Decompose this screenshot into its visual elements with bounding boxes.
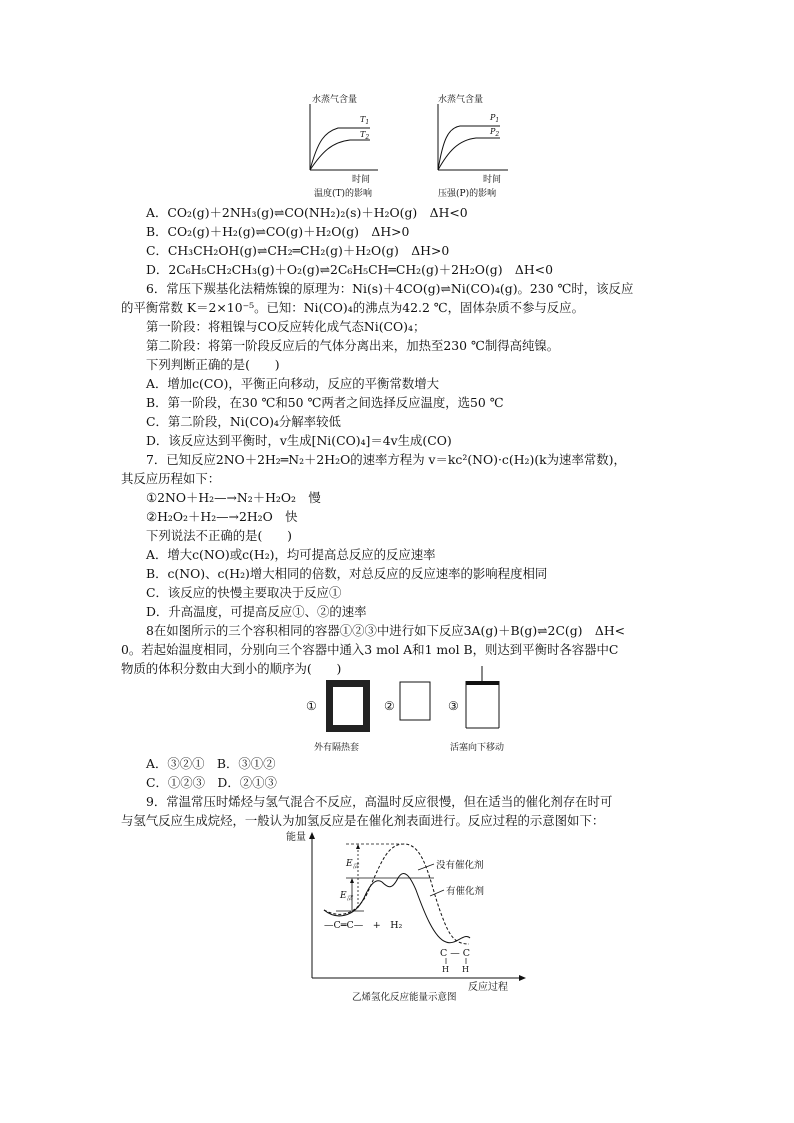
q7-option-b: B．c(NO)、c(H₂)增大相同的倍数，对总反应的反应速率的影响程度相同: [146, 566, 548, 581]
q5-option-a: A．CO₂(g)＋2NH₃(g)⇌CO(NH₂)₂(s)＋H₂O(g) ΔH<0: [146, 205, 468, 220]
curve-p2: [438, 138, 500, 170]
container-3: [448, 666, 504, 753]
product-h1: H: [442, 965, 449, 974]
svg-text:①: ①: [306, 699, 317, 713]
q6-option-c: C．第二阶段，Ni(CO)₄分解率较低: [146, 414, 341, 429]
label-with-catalyst: 有催化剂: [446, 886, 485, 897]
q7-option-a: A．增大c(NO)或c(H₂)，均可提高总反应的反应速率: [146, 547, 436, 562]
q8-stem-line1: 8在如图所示的三个容积相同的容器①②③中进行如下反应3A(g)＋B(g)⇌2C(g) ΔH<: [146, 623, 626, 638]
q5-option-b: B．CO₂(g)＋H₂(g)⇌CO(g)＋H₂O(g) ΔH>0: [146, 224, 410, 239]
figure-three-containers: [302, 664, 517, 754]
q5-option-c: C．CH₃CH₂OH(g)⇌CH₂═CH₂(g)＋H₂O(g) ΔH>0: [146, 243, 450, 258]
svg-text:②: ②: [384, 699, 395, 713]
label-no-catalyst: 没有催化剂: [436, 860, 484, 871]
q6-stem-line1: 6．常压下羰基化法精炼镍的原理为：Ni(s)＋4CO(g)⇌Ni(CO)₄(g)。230 ℃时，该反应: [146, 281, 634, 296]
q7-option-c: C．该反应的快慢主要取决于反应①: [146, 585, 342, 600]
piston: [466, 681, 499, 685]
q8-options-row1: A．③②① B．③①②: [146, 756, 276, 771]
plot-t-ylabel: 水蒸气含量: [312, 95, 358, 105]
plot-t-curve-bottom: $T_2$: [360, 130, 370, 141]
plot-t-curve-top: $T_1$: [360, 115, 370, 126]
q6-stem-line2: 的平衡常数 K＝2×10⁻⁵。已知：Ni(CO)₄的沸点为42.2 ℃，固体杂质不参与反应。: [121, 300, 584, 315]
q8-stem-line3: 物质的体积分数由大到小的顺序为( ): [121, 661, 342, 676]
plot-p-caption: 压强(P)的影响: [438, 189, 497, 199]
plot-p-curve-bottom: $P_2$: [490, 127, 500, 138]
q6-question: 下列判断正确的是( ): [146, 357, 280, 372]
svg-text:③: ③: [448, 699, 459, 713]
plot-p-curve-top: $P_1$: [490, 113, 500, 124]
q6-stage2: 第二阶段：将第一阶段反应后的气体分离出来，加热至230 ℃制得高纯镍。: [146, 338, 560, 353]
figure-water-vapor-plots: [300, 90, 530, 202]
figure-energy-diagram: [284, 826, 534, 1006]
curve-with-catalyst: [324, 874, 470, 943]
q6-stage1: 第一阶段：将粗镍与CO反应转化成气态Ni(CO)₄；: [146, 319, 426, 334]
product-label: C — C: [440, 948, 471, 959]
container-2: [384, 682, 430, 720]
plot-t-caption: 温度(T)的影响: [314, 189, 373, 199]
q7-step2: ②H₂O₂＋H₂—→2H₂O 快: [146, 509, 298, 524]
plot-p-ylabel: 水蒸气含量: [438, 95, 484, 105]
q8-stem-line2: 0。若起始温度相同，分别向三个容器中通入3 mol A和1 mol B，则达到平衡时各容器中C: [121, 642, 619, 657]
container-1: [306, 680, 370, 753]
energy-diagram-caption: 乙烯氢化反应能量示意图: [352, 992, 457, 1003]
q5-option-d: D．2C₆H₅CH₂CH₃(g)＋O₂(g)⇌2C₆H₅CH═CH₂(g)＋2H₂O(g) ΔH<0: [146, 262, 553, 277]
q6-option-a: A．增加c(CO)，平衡正向移动，反应的平衡常数增大: [146, 376, 440, 391]
plot-t-xlabel: 时间: [352, 175, 371, 185]
q7-step1: ①2NO＋H₂—→N₂＋H₂O₂ 慢: [146, 490, 321, 505]
plot-pressure: [438, 93, 508, 199]
e-active-catalyst: $E_活$: [340, 891, 353, 902]
plot-temperature: [310, 93, 378, 199]
e-active-no-catalyst: $E_活$: [346, 859, 359, 870]
q7-stem-line1: 7．已知反应2NO＋2H₂═N₂＋2H₂O的速率方程为 v＝kc²(NO)·c(H₂)(k为速率常数)，: [146, 452, 626, 467]
q6-option-d: D．该反应达到平衡时，v生成[Ni(CO)₄]＝4v生成(CO): [146, 433, 452, 448]
q9-stem-line2: 与氢气反应生成烷烃，一般认为加氢反应是在催化剂表面进行。反应过程的示意图如下：: [121, 813, 605, 828]
container-1-caption: 外有隔热套: [314, 743, 360, 753]
product-h2: H: [462, 965, 469, 974]
q9-stem-line1: 9．常温常压时烯烃与氢气混合不反应，高温时反应很慢，但在适当的催化剂存在时可: [146, 794, 613, 809]
q6-option-b: B．第一阶段，在30 ℃和50 ℃两者之间选择反应温度，选50 ℃: [146, 395, 504, 410]
plot-p-xlabel: 时间: [483, 175, 502, 185]
q8-options-row2: C．①②③ D．②①③: [146, 775, 277, 790]
energy-axis-label: 能量: [286, 832, 306, 843]
q7-stem-line2: 其反应历程如下：: [121, 471, 221, 486]
reactant-label: —C═C— + H₂: [324, 920, 403, 931]
q7-option-d: D．升高温度，可提高反应①、②的速率: [146, 604, 367, 619]
q7-question: 下列说法不正确的是( ): [146, 528, 292, 543]
container-3-caption: 活塞向下移动: [450, 743, 505, 753]
reaction-axis-label: 反应过程: [468, 982, 508, 993]
